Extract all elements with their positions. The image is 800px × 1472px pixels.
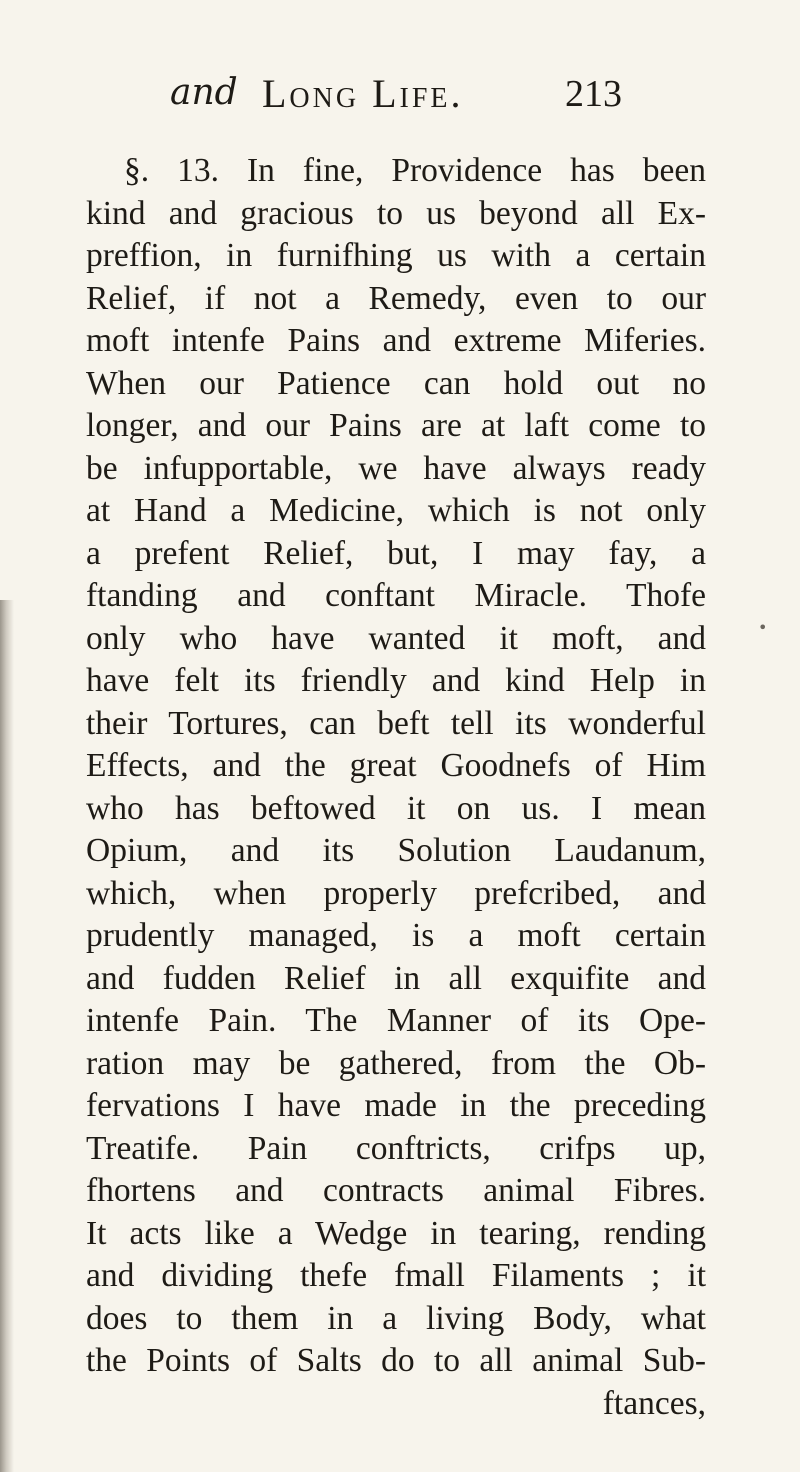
stray-mark: • — [758, 618, 768, 637]
gutter-shadow — [0, 600, 14, 1472]
text-line: only who have wanted it moft, and — [86, 619, 706, 657]
text-line: and dividing thefe fmall Filaments ; it — [86, 1257, 706, 1294]
text-line: a prefent Relief, but, I may fay, a — [86, 534, 706, 572]
text-line: Effects, and the great Goodnefs of Him — [86, 747, 706, 784]
text-line: §. 13. In fine, Providence has been — [124, 152, 706, 189]
text-line: fervations I have made in the preceding — [86, 1087, 706, 1124]
text-line: be infupportable, we have always ready — [86, 449, 706, 487]
text-line: prudently managed, is a moft certain — [86, 917, 706, 954]
text-line: kind and gracious to us beyond all Ex- — [86, 194, 706, 232]
text-line: When our Patience can hold out no — [86, 364, 706, 402]
text-line: their Tortures, can beft tell its wonderful — [86, 704, 706, 742]
text-line: the Points of Salts do to all animal Sub- — [86, 1342, 706, 1379]
text-line: at Hand a Medicine, which is not only — [86, 492, 706, 529]
text-line: preffion, in furnifhing us with a certain — [86, 237, 706, 274]
text-line: longer, and our Pains are at laft come to — [86, 407, 706, 444]
running-head-italic: and — [170, 72, 238, 113]
page-number: 213 — [565, 73, 622, 115]
text-line: and fudden Relief in all exquifite and — [86, 959, 706, 997]
text-line: Treatife. Pain conftricts, crifps up, — [86, 1129, 706, 1167]
text-line: who has beftowed it on us. I mean — [86, 789, 706, 827]
text-line: does to them in a living Body, what — [86, 1299, 706, 1337]
text-line: ration may be gathered, from the Ob- — [86, 1044, 706, 1082]
text-line: Opium, and its Solution Laudanum, — [86, 832, 706, 869]
body-text — [86, 150, 706, 1425]
text-line: have felt its friendly and kind Help in — [86, 662, 706, 699]
text-line: ftanding and conftant Miracle. Thofe — [86, 577, 706, 614]
text-line: moft intenfe Pains and extreme Miferies. — [86, 322, 706, 359]
text-line: fhortens and contracts animal Fibres. — [86, 1172, 706, 1209]
catchword: ftances, — [602, 1384, 706, 1422]
running-head — [170, 64, 690, 124]
running-head-title: Long Life. — [262, 71, 464, 116]
text-line: Relief, if not a Remedy, even to our — [86, 279, 706, 317]
text-line: which, when properly prefcribed, and — [86, 874, 706, 912]
text-line: It acts like a Wedge in tearing, rending — [86, 1214, 706, 1252]
text-line: intenfe Pain. The Manner of its Ope- — [86, 1002, 706, 1039]
